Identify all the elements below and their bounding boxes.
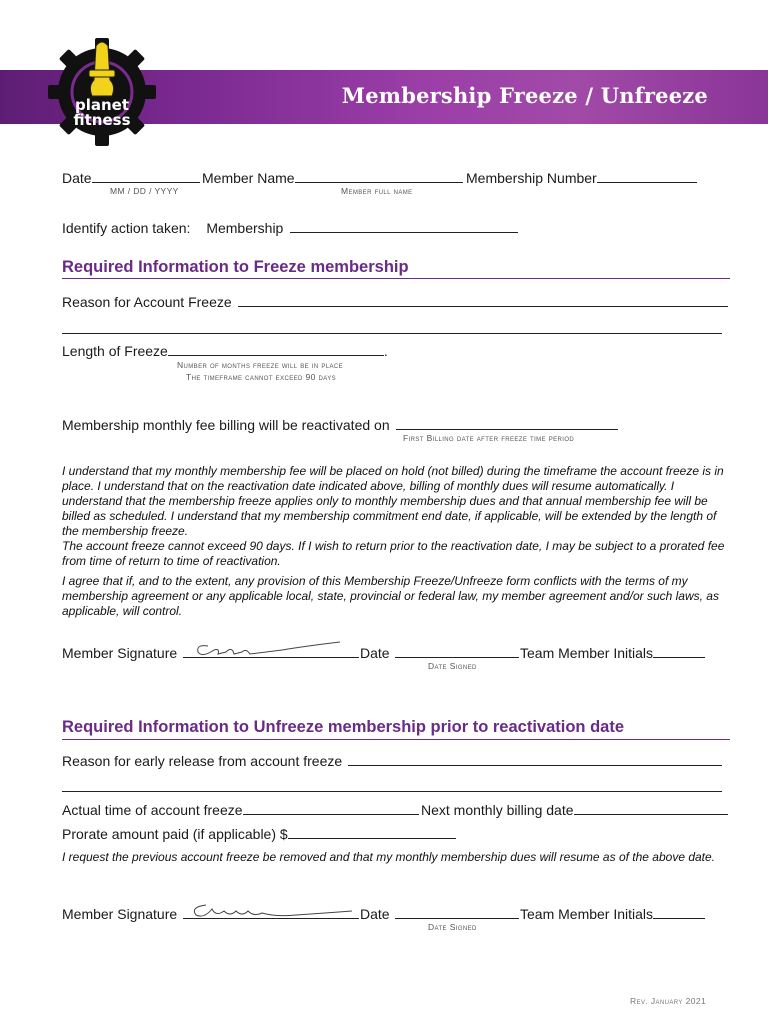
freeze-reason-field[interactable] (62, 293, 728, 310)
unfreeze-signature-label: Member Signature (62, 906, 178, 922)
actual-freeze-time-label: Actual time of account freeze (62, 802, 243, 818)
freeze-length-field[interactable]: Length of Freeze . (62, 343, 388, 359)
freeze-signature-scribble (186, 636, 346, 664)
page-title: Membership Freeze / Unfreeze (341, 83, 708, 108)
unfreeze-initials-label: Team Member Initials (520, 906, 654, 922)
prorate-amount-field[interactable] (62, 825, 456, 842)
reactivation-hint: First Billing date after freeze time period (403, 433, 575, 443)
logo-text-planet: planet (74, 96, 130, 114)
date-label: Date (62, 170, 92, 186)
unfreeze-signature-scribble (186, 897, 356, 925)
unfreeze-date-hint: Date Signed (428, 922, 477, 932)
actual-freeze-time-field[interactable] (62, 801, 419, 818)
action-label: Identify action taken: (62, 220, 191, 236)
freeze-initials-label: Team Member Initials (520, 645, 654, 661)
freeze-date-label: Date (360, 645, 390, 661)
action-membership-label: Membership (206, 220, 284, 236)
unfreeze-date-label: Date (360, 906, 390, 922)
freeze-length-hint-2: The timeframe cannot exceed 90 days (186, 372, 337, 382)
reactivation-label: Membership monthly fee billing will be reactivated on (62, 417, 390, 433)
date-field[interactable] (62, 169, 200, 186)
freeze-initials-field[interactable] (520, 644, 705, 661)
next-billing-date-field[interactable] (421, 801, 728, 818)
unfreeze-terms-paragraph: I request the previous account freeze be removed and that my monthly membership dues will resume as of the above date. (62, 850, 716, 864)
member-name-hint: Member full name (341, 186, 413, 196)
unfreeze-section-rule (62, 739, 730, 740)
planet-fitness-logo (46, 30, 158, 148)
logo-text-fitness: fitness (73, 111, 131, 129)
next-billing-label: Next monthly billing date (421, 802, 574, 818)
member-name-field[interactable] (202, 169, 463, 186)
membership-number-label: Membership Number (466, 170, 597, 186)
freeze-date-field[interactable] (360, 644, 519, 661)
unfreeze-reason-field[interactable] (62, 752, 722, 769)
freeze-date-hint: Date Signed (428, 661, 477, 671)
freeze-signature-label: Member Signature (62, 645, 178, 661)
unfreeze-reason-line-2[interactable] (62, 791, 722, 792)
unfreeze-reason-label: Reason for early release from account freeze (62, 753, 343, 769)
revision-label: Rev. January 2021 (630, 996, 707, 1006)
freeze-length-hint-1: Number of months freeze will be in place (177, 360, 344, 370)
freeze-reason-line-2[interactable] (62, 333, 722, 334)
freeze-section-title: Required Information to Freeze membership (62, 258, 409, 276)
freeze-reason-label: Reason for Account Freeze (62, 294, 232, 310)
freeze-terms-paragraph-3: I agree that if, and to the extent, any provision of this Membership Freeze/Unfreeze form conflicts with the terms of my membership agreement or any applicable local, state, provincial or federal law, my member agreement and/or such laws, as applicable, will control. (62, 574, 719, 618)
membership-number-field[interactable] (466, 169, 697, 186)
freeze-terms-paragraph-1: I understand that my monthly membership fee will be placed on hold (not billed) during the timeframe the account freeze is in place. I understand that on the reactivation date indicated above, billing of monthly dues will resume automatically. I understand that the membership freeze applies only to monthly membership dues and that annual membership fee will be billed as scheduled. I understand that my membership commitment end date, if applicable, will be extended by the length of the membership freeze. (62, 464, 724, 538)
freeze-terms-paragraph-2: The account freeze cannot exceed 90 days. If I wish to return prior to the reactivation date, I may be subject to a prorated fee from time of return to time of reactivation. (62, 539, 725, 568)
unfreeze-initials-field[interactable] (520, 905, 705, 922)
reactivation-date-field[interactable] (62, 416, 618, 433)
freeze-section-rule (62, 278, 730, 279)
freeze-length-label: Length of Freeze (62, 343, 168, 359)
unfreeze-section-title: Required Information to Unfreeze membership prior to reactivation date (62, 718, 625, 736)
action-taken-field[interactable] (62, 219, 518, 236)
date-hint: MM / DD / YYYY (110, 186, 179, 196)
member-name-label: Member Name (202, 170, 295, 186)
prorate-label: Prorate amount paid (if applicable) $ (62, 826, 288, 842)
unfreeze-date-field[interactable] (360, 905, 519, 922)
